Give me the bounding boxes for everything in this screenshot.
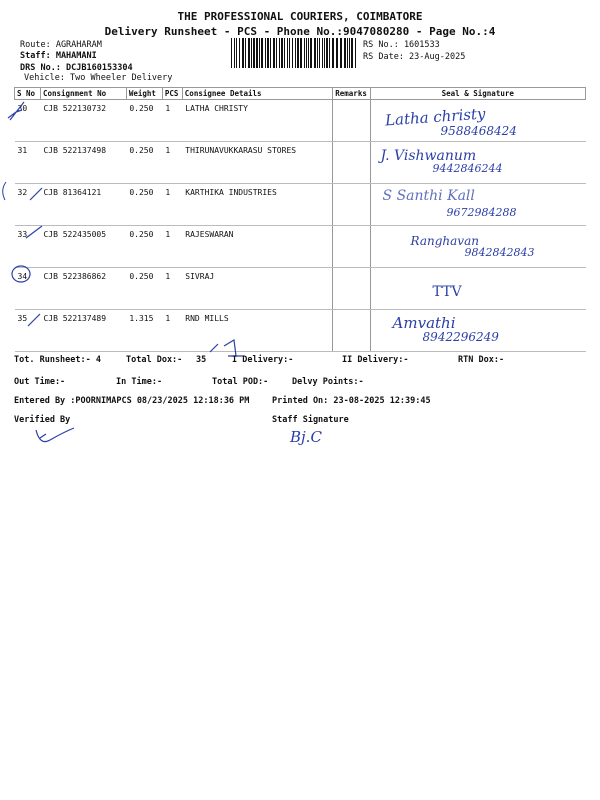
cell-sno: 33 — [15, 226, 41, 268]
cell-remarks — [332, 184, 370, 226]
cell-consignee: SIVRAJ — [182, 268, 332, 310]
cell-pcs: 1 — [162, 100, 182, 142]
delvy-points: Delvy Points:- — [292, 377, 364, 387]
table-row — [15, 142, 586, 184]
table-header-row — [15, 88, 586, 100]
cell-sno: 34 — [15, 268, 41, 310]
total-dox-label: Total Dox:- — [126, 355, 183, 365]
cell-remarks — [332, 142, 370, 184]
cell-consignee: KARTHIKA INDUSTRIES — [182, 184, 332, 226]
col-header-remarks: Remarks — [332, 88, 370, 100]
handwritten-signature: J. Vishwanum — [380, 148, 477, 164]
cell-consignee: LATHA CHRISTY — [182, 100, 332, 142]
handwritten-phone: 9588468424 — [440, 124, 517, 138]
cell-consignment: CJB 522137498 — [40, 142, 126, 184]
cell-remarks — [332, 268, 370, 310]
col-header-consignee: Consignee Details — [182, 88, 332, 100]
barcode-image — [231, 38, 358, 68]
cell-pcs: 1 — [162, 142, 182, 184]
col-header-consignment: Consignment No — [40, 88, 126, 100]
cell-signature — [370, 268, 585, 310]
cell-sno: 32 — [15, 184, 41, 226]
handwritten-phone: 9442846244 — [432, 162, 503, 175]
route-text: Route: AGRAHARAM — [20, 40, 102, 50]
handwritten-signature: Amvathi — [392, 314, 456, 332]
cell-weight: 0.250 — [126, 142, 162, 184]
table-row — [15, 184, 586, 226]
col-header-sno: S No — [15, 88, 41, 100]
cell-consignment: CJB 522137489 — [40, 310, 126, 352]
drs-text: DRS No.: DCJB160153304 — [20, 63, 133, 73]
cell-weight: 0.250 — [126, 268, 162, 310]
cell-consignment: CJB 522435005 — [40, 226, 126, 268]
total-pod: Total POD:- — [212, 377, 269, 387]
cell-signature — [370, 226, 585, 268]
cell-weight: 0.250 — [126, 226, 162, 268]
cell-consignment: CJB 522130732 — [40, 100, 126, 142]
cell-consignment: CJB 81364121 — [40, 184, 126, 226]
table-row — [15, 226, 586, 268]
cell-weight: 1.315 — [126, 310, 162, 352]
tot-runsheet: Tot. Runsheet:- 4 — [14, 355, 101, 365]
handwritten-phone: 8942296249 — [422, 330, 499, 344]
cell-pcs: 1 — [162, 268, 182, 310]
handwritten-phone: 9672984288 — [446, 206, 517, 219]
rtn-dox: RTN Dox:- — [458, 355, 505, 365]
handwritten-signature: S Santhi Kall — [382, 188, 475, 204]
handwritten-signature: Ranghavan — [410, 234, 479, 248]
cell-remarks — [332, 100, 370, 142]
ii-delivery: II Delivery:- — [342, 355, 409, 365]
company-title: THE PROFESSIONAL COURIERS, COIMBATORE — [177, 10, 423, 23]
cell-consignee: RAJESWARAN — [182, 226, 332, 268]
col-header-weight: Weight — [126, 88, 162, 100]
col-header-pcs: PCS — [162, 88, 182, 100]
out-time: Out Time:- — [14, 377, 66, 387]
cell-pcs: 1 — [162, 184, 182, 226]
rs-number: RS No.: 1601533 — [363, 40, 440, 50]
cell-signature — [370, 142, 585, 184]
handwritten-signature: Latha christy — [384, 104, 486, 130]
verified-by-label: Verified By — [14, 415, 71, 425]
cell-consignee: RND MILLS — [182, 310, 332, 352]
runsheet-table — [14, 87, 586, 352]
printed-on: Printed On: 23-08-2025 12:39:45 — [272, 396, 431, 406]
entered-by: Entered By :POORNIMAPCS 08/23/2025 12:18:36 PM — [14, 396, 250, 406]
table-row — [15, 268, 586, 310]
rs-date: RS Date: 23-Aug-2025 — [363, 52, 466, 62]
cell-signature — [370, 100, 585, 142]
table-row — [15, 310, 586, 352]
cell-signature — [370, 184, 585, 226]
runsheet-subtitle: Delivery Runsheet - PCS - Phone No.:9047080280 - Page No.:4 — [104, 25, 496, 38]
staff-handwritten-signature: Bj.C — [290, 428, 322, 446]
cell-remarks — [332, 226, 370, 268]
staff-text: Staff: MAHAMANI — [20, 51, 97, 61]
cell-pcs: 1 — [162, 310, 182, 352]
cell-weight: 0.250 — [126, 184, 162, 226]
cell-weight: 0.250 — [126, 100, 162, 142]
cell-sno: 30 — [15, 100, 41, 142]
cell-consignment: CJB 522386862 — [40, 268, 126, 310]
vehicle-text: Vehicle: Two Wheeler Delivery — [24, 73, 173, 83]
cell-sno: 35 — [15, 310, 41, 352]
handwritten-signature: TTV — [432, 284, 462, 300]
i-delivery: I Delivery:- — [232, 355, 294, 365]
cell-signature — [370, 310, 585, 352]
cell-sno: 31 — [15, 142, 41, 184]
col-header-signature: Seal & Signature — [370, 88, 585, 100]
cell-remarks — [332, 310, 370, 352]
staff-signature-label: Staff Signature — [272, 415, 349, 425]
cell-consignee: THIRUNAVUKKARASU STORES — [182, 142, 332, 184]
cell-pcs: 1 — [162, 226, 182, 268]
total-dox-value: 35 — [196, 355, 207, 365]
handwritten-phone: 9842842843 — [464, 246, 535, 259]
in-time: In Time:- — [116, 377, 163, 387]
table-row — [15, 100, 586, 142]
